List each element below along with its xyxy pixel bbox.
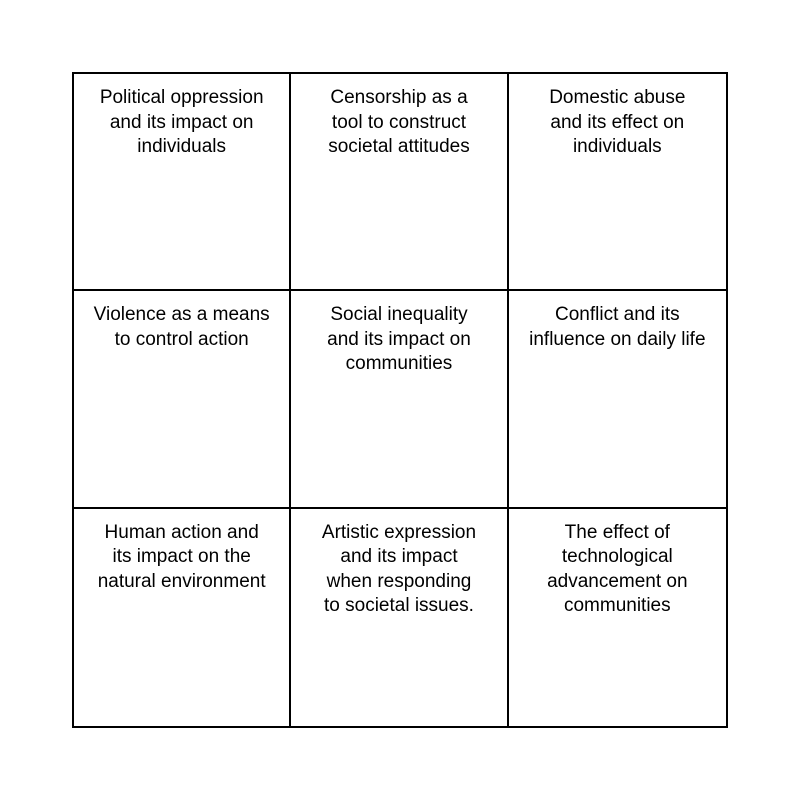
cell-text-line: individuals bbox=[572, 136, 662, 157]
cell-text-line: and its impact bbox=[340, 546, 458, 568]
grid-cell-censorship bbox=[291, 74, 508, 291]
grid-cell-violence bbox=[74, 291, 291, 508]
cell-text-line: communities bbox=[563, 595, 671, 617]
grid-cell-social-inequality bbox=[291, 291, 508, 508]
cell-text-line: The effect of bbox=[564, 521, 670, 543]
cell-text-line: tool to construct bbox=[331, 111, 467, 133]
cell-text-line: individuals bbox=[137, 136, 227, 157]
cell-text-line: Artistic expression bbox=[321, 521, 477, 543]
cell-text-line: communities bbox=[345, 353, 453, 375]
cell-text-line: technological bbox=[561, 546, 673, 568]
grid-cell-political-oppression bbox=[74, 74, 291, 291]
grid-cell-conflict bbox=[509, 291, 726, 508]
cell-text-line: and its effect on bbox=[550, 111, 685, 133]
cell-text-line: and its impact on bbox=[109, 111, 254, 133]
cell-text-line: advancement on bbox=[547, 570, 688, 592]
cell-text-line: Violence as a means bbox=[93, 304, 270, 326]
cell-text-line: Social inequality bbox=[330, 304, 468, 326]
cell-text-line: when responding bbox=[326, 570, 472, 592]
grid-cell-technological-advancement bbox=[509, 509, 726, 726]
cell-text-line: Political oppression bbox=[99, 87, 264, 108]
cell-text-line: Conflict and its bbox=[555, 304, 680, 326]
grid-cell-domestic-abuse bbox=[509, 74, 726, 291]
cell-text-line: to control action bbox=[114, 328, 249, 350]
topic-grid bbox=[72, 72, 728, 728]
cell-text-line: Censorship as a bbox=[330, 87, 468, 108]
cell-text-line: Domestic abuse bbox=[549, 87, 686, 108]
cell-text-line: and its impact on bbox=[327, 328, 471, 350]
cell-text-line: its impact on the bbox=[112, 546, 251, 568]
grid-cell-human-action bbox=[74, 509, 291, 726]
cell-text-line: to societal issues. bbox=[324, 595, 474, 617]
cell-text-line: societal attitudes bbox=[328, 136, 470, 157]
cell-text-line: natural environment bbox=[97, 570, 266, 592]
cell-text-line: influence on daily life bbox=[529, 328, 706, 350]
grid-cell-artistic-expression bbox=[291, 509, 508, 726]
cell-text-line: Human action and bbox=[104, 521, 259, 543]
